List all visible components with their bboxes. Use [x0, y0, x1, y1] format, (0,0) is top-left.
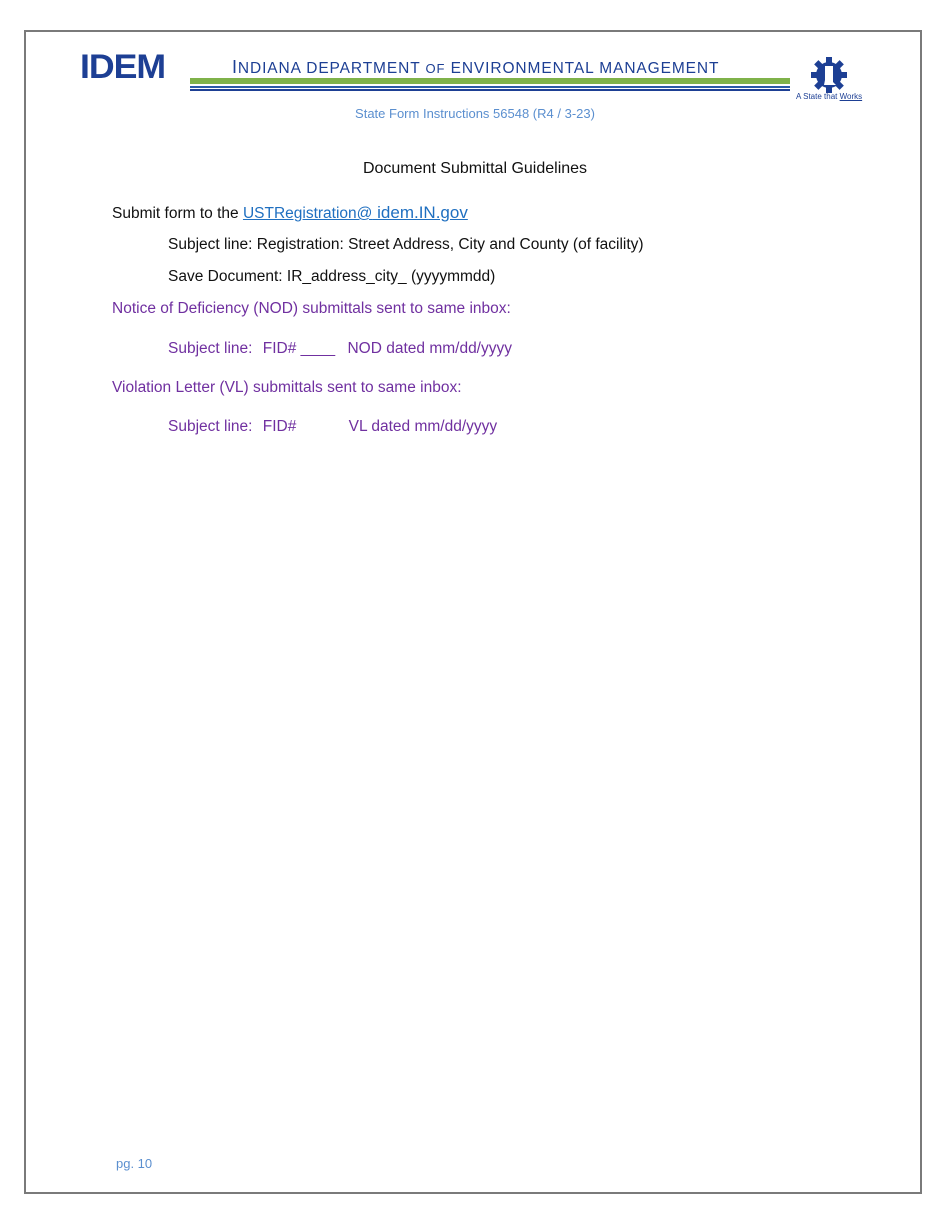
dept-first-letter: I [232, 57, 238, 77]
indiana-gear-icon [808, 54, 850, 96]
subject-line-registration: Subject line: Registration: Street Address, City and County (of facility) [168, 236, 644, 253]
nod-heading: Notice of Deficiency (NOD) submittals sent to same inbox: [112, 300, 511, 317]
nod-dated: NOD dated mm/dd/yyyy [347, 340, 512, 357]
email-local: USTRegistration@ [242, 205, 373, 222]
page-number: pg. 10 [116, 1156, 153, 1171]
vl-subject-line [168, 418, 497, 436]
email-domain: idem.IN.gov [372, 203, 468, 222]
vl-subject-label: Subject line: [168, 418, 253, 435]
submit-line [112, 203, 468, 223]
department-name [232, 57, 719, 78]
idem-logo: IDEM [80, 48, 166, 86]
vl-fid: FID# [262, 418, 297, 435]
nod-subject-label: Subject line: [168, 340, 253, 357]
tagline-prefix: A State that [796, 92, 840, 101]
dept-part2: ENVIRONMENTAL MANAGEMENT [450, 60, 720, 77]
tagline-works: Works [839, 92, 863, 101]
header-navy-bar [190, 89, 790, 91]
state-tagline [796, 92, 862, 101]
nod-subject-line [168, 340, 512, 358]
save-document-line: Save Document: IR_address_city_ (yyyymmdd) [168, 268, 496, 285]
email-link[interactable] [243, 205, 468, 222]
vl-dated: VL dated mm/dd/yyyy [348, 418, 498, 435]
form-identifier: State Form Instructions 56548 (R4 / 3-23) [355, 106, 595, 121]
submit-prefix: Submit form to the [112, 205, 243, 222]
header-blue-bar [190, 86, 790, 88]
page-title: Document Submittal Guidelines [362, 160, 588, 177]
dept-of: OF [425, 61, 446, 76]
header-green-bar [190, 78, 790, 84]
dept-part1: NDIANA DEPARTMENT [237, 60, 421, 77]
nod-fid: FID# ____ [262, 340, 336, 357]
vl-heading: Violation Letter (VL) submittals sent to same inbox: [112, 379, 462, 396]
